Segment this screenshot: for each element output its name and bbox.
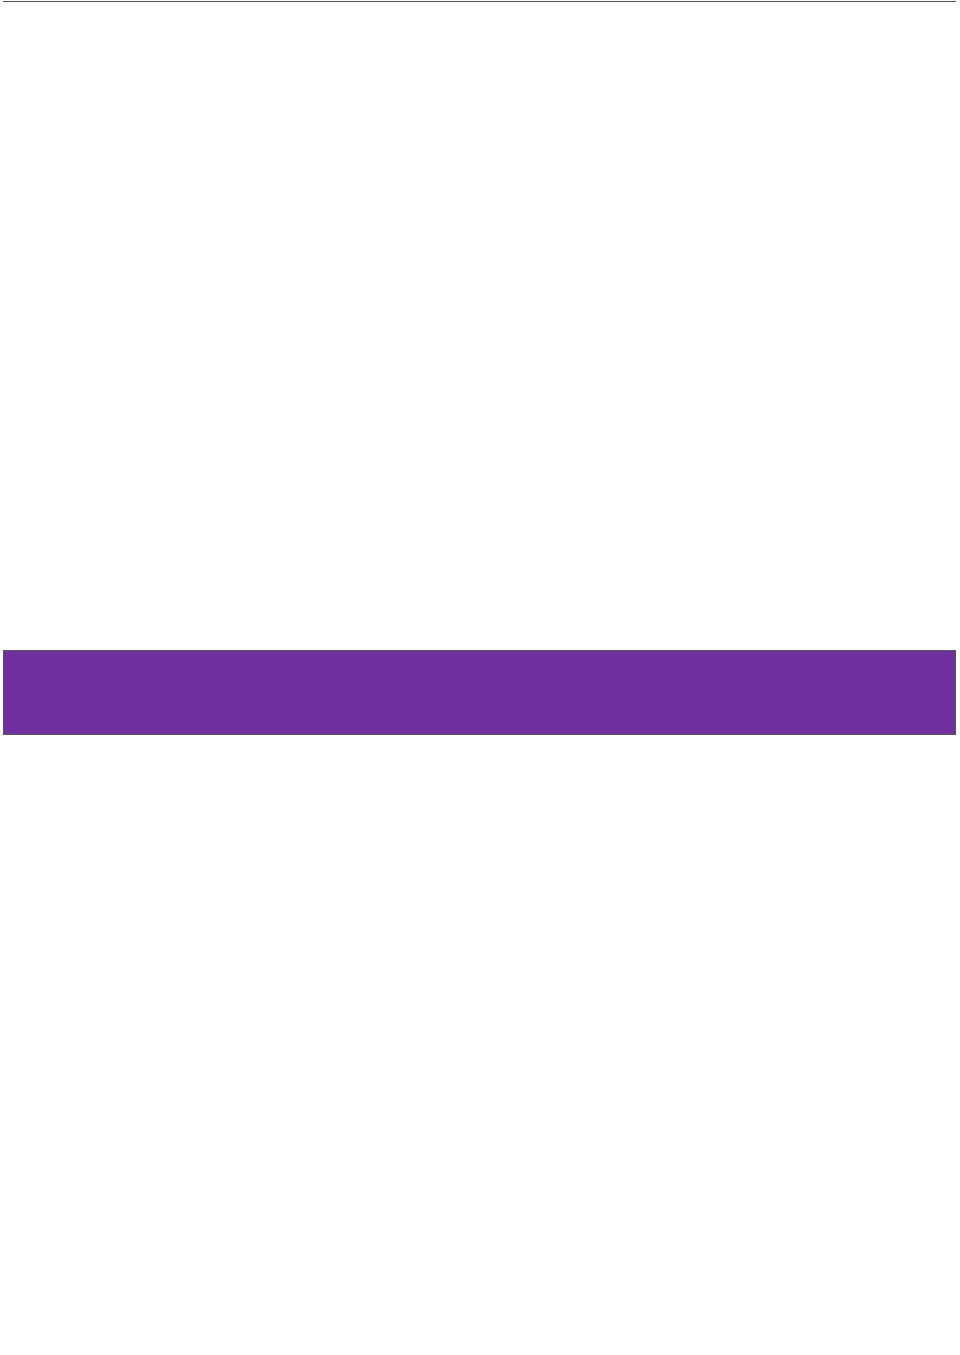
price-table-top	[3, 1, 956, 2]
price-table-ipl	[3, 650, 956, 735]
section-header-ipl	[4, 651, 955, 735]
